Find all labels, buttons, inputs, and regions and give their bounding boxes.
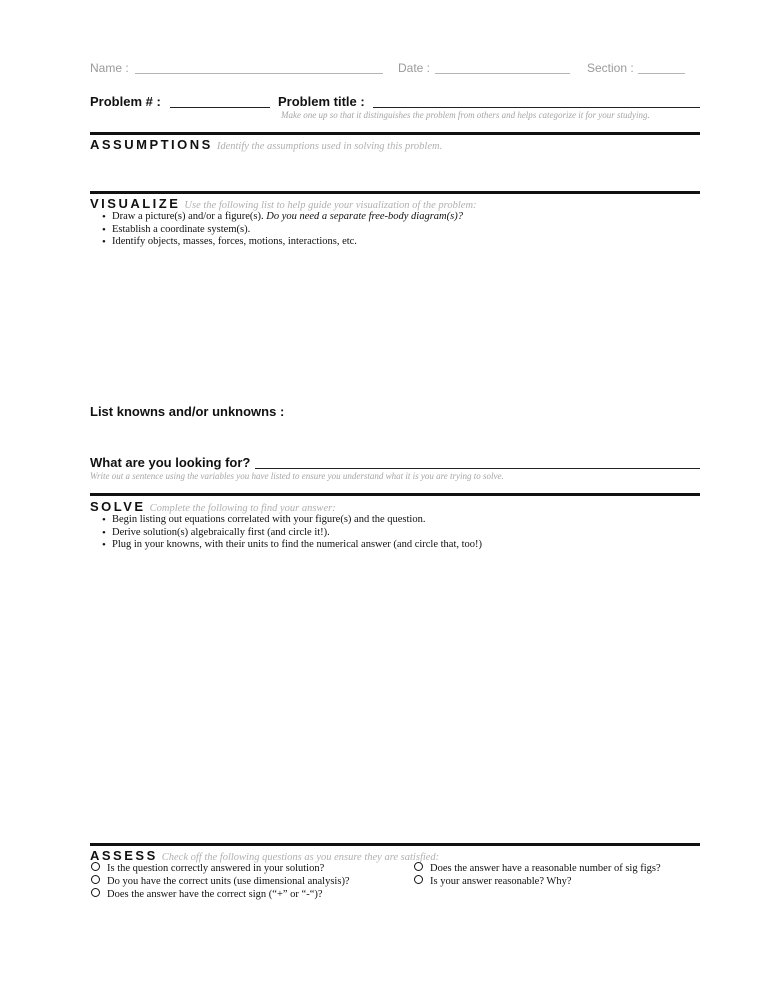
solve-list [90, 514, 482, 552]
looking-for-label: What are you looking for? [90, 455, 251, 470]
solve-title: SOLVE [90, 499, 146, 514]
assess-hint: Check off the following questions as you ensure they are satisfied: [161, 852, 440, 863]
assess-check-item[interactable]: Does the answer have the correct sign (“+” or “-“)? [91, 888, 323, 902]
assess-check-item[interactable]: Is the question correctly answered in your solution? [91, 862, 324, 876]
list-item: • Plug in your knowns, with their units to find the numerical answer (and circle that, too!) [90, 539, 482, 552]
problem-title-field[interactable] [373, 107, 700, 108]
assess-title: ASSESS [90, 848, 158, 863]
knowns-label: List knowns and/or unknowns : [90, 404, 285, 419]
problem-number-field[interactable] [170, 107, 270, 108]
visualize-list [90, 211, 463, 249]
assumptions-area[interactable] [90, 152, 700, 190]
problem-title-label: Problem title : [278, 94, 365, 109]
list-item: • Derive solution(s) algebraically first (and circle it!). [90, 527, 482, 540]
date-label: Date : [398, 61, 431, 75]
assess-check-item[interactable]: Does the answer have a reasonable number of sig figs? [414, 862, 661, 876]
solve-rule [90, 493, 700, 496]
visualize-title: VISUALIZE [90, 196, 181, 211]
list-item: • Begin listing out equations correlated with your figure(s) and the question. [90, 514, 482, 527]
visualize-hint: Use the following list to help guide your visualization of the problem: [184, 200, 477, 211]
checkbox-circle-icon[interactable] [91, 888, 100, 897]
assumptions-rule [90, 132, 700, 135]
assess-check-item[interactable]: Do you have the correct units (use dimensional analysis)? [91, 875, 350, 889]
problem-title-hint: Make one up so that it distinguishes the problem from others and helps categorize it for your studying. [281, 110, 650, 120]
assumptions-title: ASSUMPTIONS [90, 137, 213, 152]
assess-rule [90, 843, 700, 846]
name-label: Name : [90, 61, 129, 75]
visualize-rule [90, 191, 700, 194]
assumptions-hint: Identify the assumptions used in solving this problem. [216, 141, 443, 152]
solve-hint: Complete the following to find your answer: [149, 503, 336, 514]
section-label: Section : [587, 61, 634, 75]
checkbox-circle-icon[interactable] [91, 875, 100, 884]
checkbox-circle-icon[interactable] [91, 862, 100, 871]
section-field[interactable] [638, 73, 685, 74]
looking-for-field[interactable] [255, 468, 700, 469]
date-field[interactable] [435, 73, 570, 74]
knowns-area[interactable] [90, 420, 700, 450]
list-item: • Establish a coordinate system(s). [90, 224, 463, 237]
list-item: • Draw a picture(s) and/or a figure(s). Do you need a separate free-body diagram(s)? [90, 211, 463, 224]
assess-check-item[interactable]: Is your answer reasonable? Why? [414, 875, 572, 889]
name-field[interactable] [135, 73, 383, 74]
problem-number-label: Problem # : [90, 94, 161, 109]
looking-for-hint: Write out a sentence using the variables you have listed to ensure you understand what it is you are trying to solve. [90, 471, 504, 481]
checkbox-circle-icon[interactable] [414, 862, 423, 871]
checkbox-circle-icon[interactable] [414, 875, 423, 884]
list-item: • Identify objects, masses, forces, motions, interactions, etc. [90, 236, 463, 249]
visualize-area[interactable] [90, 252, 700, 400]
solve-area[interactable] [90, 556, 700, 838]
